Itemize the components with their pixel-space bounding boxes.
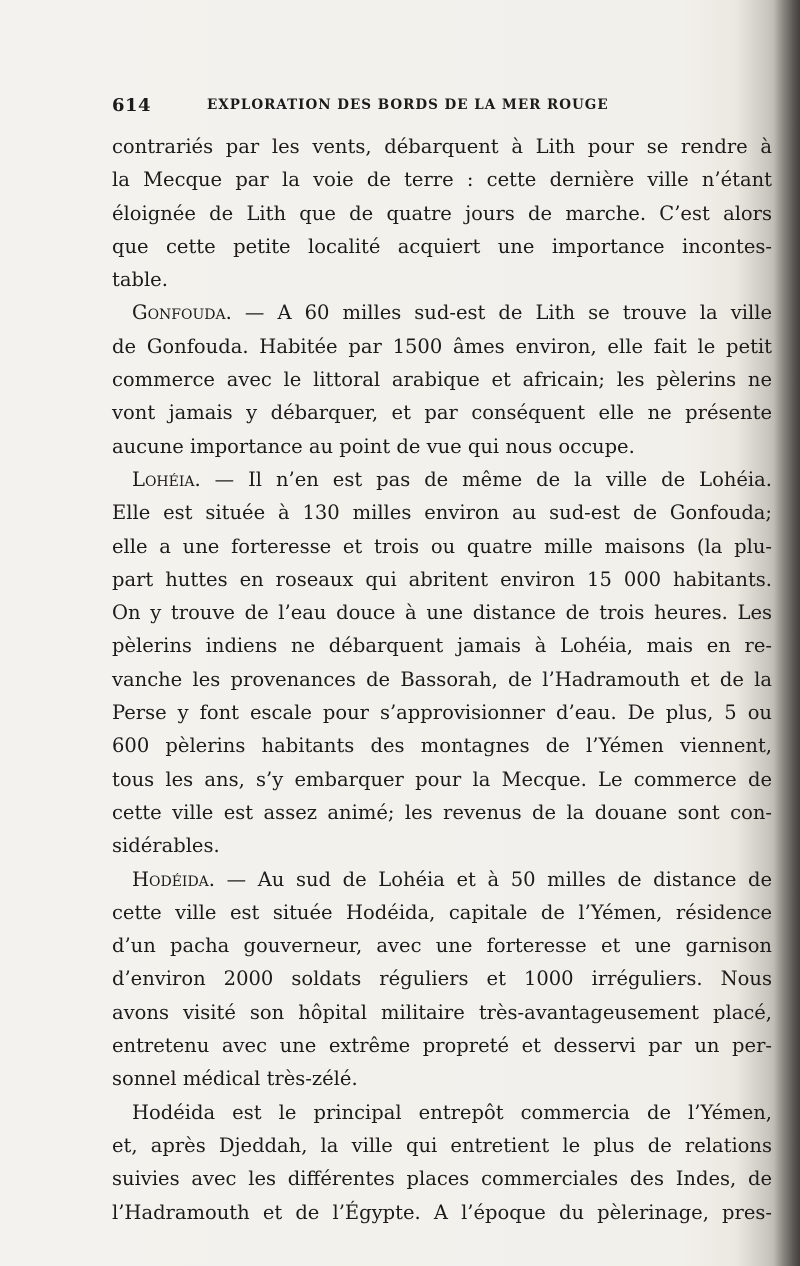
section-heading-line: Gonfouda. — A 60 milles sud-est de Lith se trouve la ville (132, 301, 772, 325)
section-heading-line: Hodéida. — Au sud de Lohéia et à 50 milles de distance de (132, 867, 772, 891)
text-line: l’Hadramouth et de l’Égypte. A l’époque du pèlerinage, pres- (112, 1200, 772, 1224)
text-line: avons visité son hôpital militaire très-avantageusement placé, (112, 1000, 772, 1024)
text-line: Perse y font escale pour s’approvisionner d’eau. De plus, 5 ou (112, 701, 772, 725)
running-title: EXPLORATION DES BORDS DE LA MER ROUGE (207, 97, 609, 113)
text-line: table. (112, 268, 168, 292)
text-line: contrariés par les vents, débarquent à Lith pour se rendre à (112, 135, 772, 158)
section-heading-gonfouda: Gonfouda. (132, 301, 232, 325)
text-line: aucune importance au point de vue qui nous occupe. (112, 434, 635, 458)
text-line: sonnel médical très-zélé. (112, 1067, 358, 1091)
section-heading-line: Lohéia. — Il n’en est pas de même de la ville de Lohéia. (132, 467, 772, 491)
text-line: pèlerins indiens ne débarquent jamais à Lohéia, mais en re- (112, 634, 772, 658)
text-line: 600 pèlerins habitants des montagnes de l’Yémen viennent, (112, 734, 772, 758)
page-binding-shadow (774, 0, 800, 1266)
text-line: Hodéida est le principal entrepôt commercia de l’Yémen, (132, 1100, 772, 1124)
text-line: que cette petite localité acquiert une importance incontes- (112, 234, 772, 258)
text-line: la Mecque par la voie de terre : cette dernière ville n’étant (112, 168, 772, 192)
body-text (112, 130, 772, 1229)
text-line: vont jamais y débarquer, et par conséquent elle ne présente (112, 401, 772, 425)
running-header (112, 95, 772, 123)
text-line: et, après Djeddah, la ville qui entretient le plus de relations (112, 1133, 772, 1157)
text-line: cette ville est assez animé; les revenus de la douane sont con- (112, 800, 772, 824)
text-line: entretenu avec une extrême propreté et desservi par un per- (112, 1034, 772, 1058)
text-line: cette ville est située Hodéida, capitale de l’Yémen, résidence (112, 900, 772, 924)
text-line: part huttes en roseaux qui abritent environ 15 000 habitants. (112, 567, 772, 591)
text-line: d’un pacha gouverneur, avec une forteresse et une garnison (112, 934, 772, 958)
text-line: elle a une forteresse et trois ou quatre mille maisons (la plu- (112, 534, 772, 558)
text-line: suivies avec les différentes places commerciales des Indes, de (112, 1167, 772, 1191)
text-line: tous les ans, s’y embarquer pour la Mecque. Le commerce de (112, 767, 772, 791)
text-line: On y trouve de l’eau douce à une distance de trois heures. Les (112, 601, 772, 625)
text-line: commerce avec le littoral arabique et africain; les pèlerins ne (112, 368, 772, 392)
text-line: d’environ 2000 soldats réguliers et 1000 irréguliers. Nous (112, 967, 772, 991)
section-heading-hodeida: Hodéida. (132, 867, 215, 891)
section-heading-loheia: Lohéia. (132, 467, 201, 491)
text-line: de Gonfouda. Habitée par 1500 âmes environ, elle fait le petit (112, 334, 772, 358)
text-line: éloignée de Lith que de quatre jours de marche. C’est alors (112, 201, 772, 225)
page-number: 614 (112, 95, 152, 116)
text-line: vanche les provenances de Bassorah, de l’Hadramouth et de la (112, 667, 772, 691)
text-line: sidérables. (112, 834, 220, 858)
text-line: Elle est située à 130 milles environ au sud-est de Gonfouda; (112, 501, 772, 525)
